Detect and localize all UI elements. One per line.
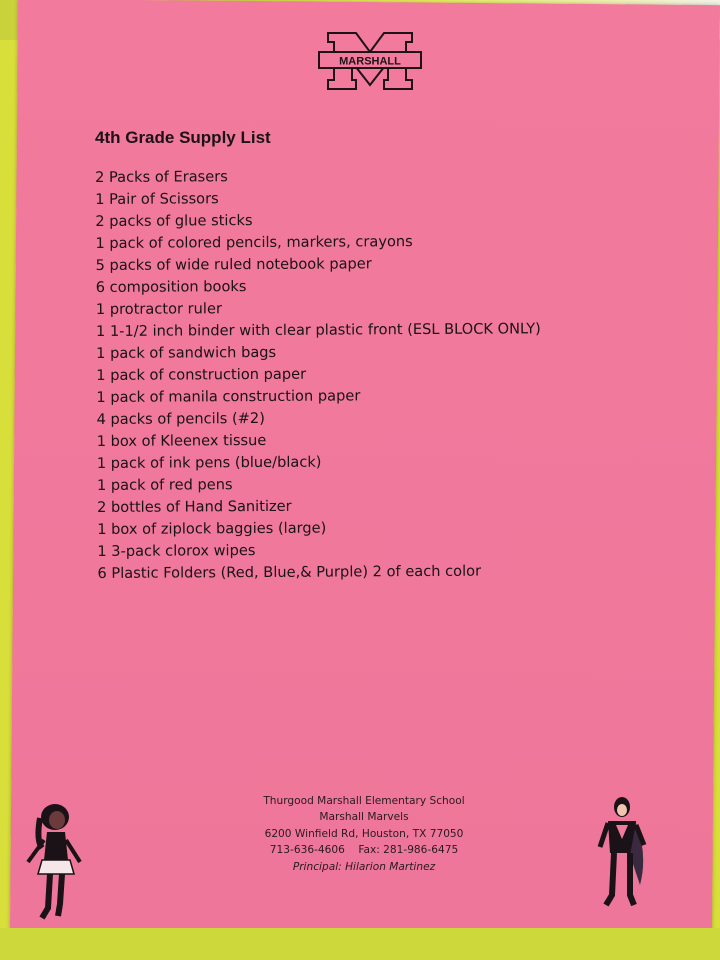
school-contact	[214, 842, 514, 858]
list-item: 1 3-pack clorox wipes	[97, 542, 256, 560]
superhero-cartoon-icon	[594, 795, 650, 910]
school-fax: Fax: 281-986-6475	[358, 844, 459, 857]
list-item: 1 pack of construction paper	[96, 365, 307, 384]
list-item: 1 1-1/2 inch binder with clear plastic front (ESL BLOCK ONLY)	[95, 320, 541, 340]
list-item: 1 box of Kleenex tissue	[96, 431, 267, 450]
list-item: 1 protractor ruler	[95, 300, 222, 318]
list-item: 1 Pair of Scissors	[95, 190, 219, 208]
list-item: 1 pack of manila construction paper	[96, 387, 361, 406]
page-title: 4th Grade Supply List	[95, 128, 271, 147]
background-surface-bottom	[0, 928, 720, 960]
school-footer	[214, 793, 514, 875]
list-item: 1 pack of ink pens (blue/black)	[96, 453, 322, 472]
school-name: Thurgood Marshall Elementary School	[263, 795, 465, 807]
marshall-m-logo	[318, 30, 422, 92]
list-item: 2 bottles of Hand Sanitizer	[97, 497, 292, 516]
school-address: 6200 Winfield Rd, Houston, TX 77050	[264, 827, 464, 840]
list-item: 2 Packs of Erasers	[95, 168, 228, 186]
list-item: 4 packs of pencils (#2)	[96, 409, 265, 428]
list-item: 1 pack of colored pencils, markers, crayons	[95, 233, 413, 252]
school-mascot: Marshall Marvels	[319, 811, 409, 824]
list-item: 1 pack of sandwich bags	[96, 343, 277, 362]
list-item: 6 Plastic Folders (Red, Blue,& Purple) 2 of each color	[97, 562, 482, 582]
supply-list	[95, 164, 542, 585]
list-item: 1 box of ziplock baggies (large)	[97, 519, 327, 538]
logo-text: MARSHALL	[339, 55, 401, 68]
school-phone: 713-636-4606	[269, 844, 345, 857]
girl-cartoon-icon	[22, 800, 86, 922]
list-item: 6 composition books	[95, 278, 247, 296]
list-item: 1 pack of red pens	[96, 476, 233, 494]
list-item: 5 packs of wide ruled notebook paper	[95, 255, 372, 274]
list-item: 2 packs of glue sticks	[95, 212, 253, 230]
principal-name: Principal: Hilarion Martinez	[292, 860, 436, 873]
